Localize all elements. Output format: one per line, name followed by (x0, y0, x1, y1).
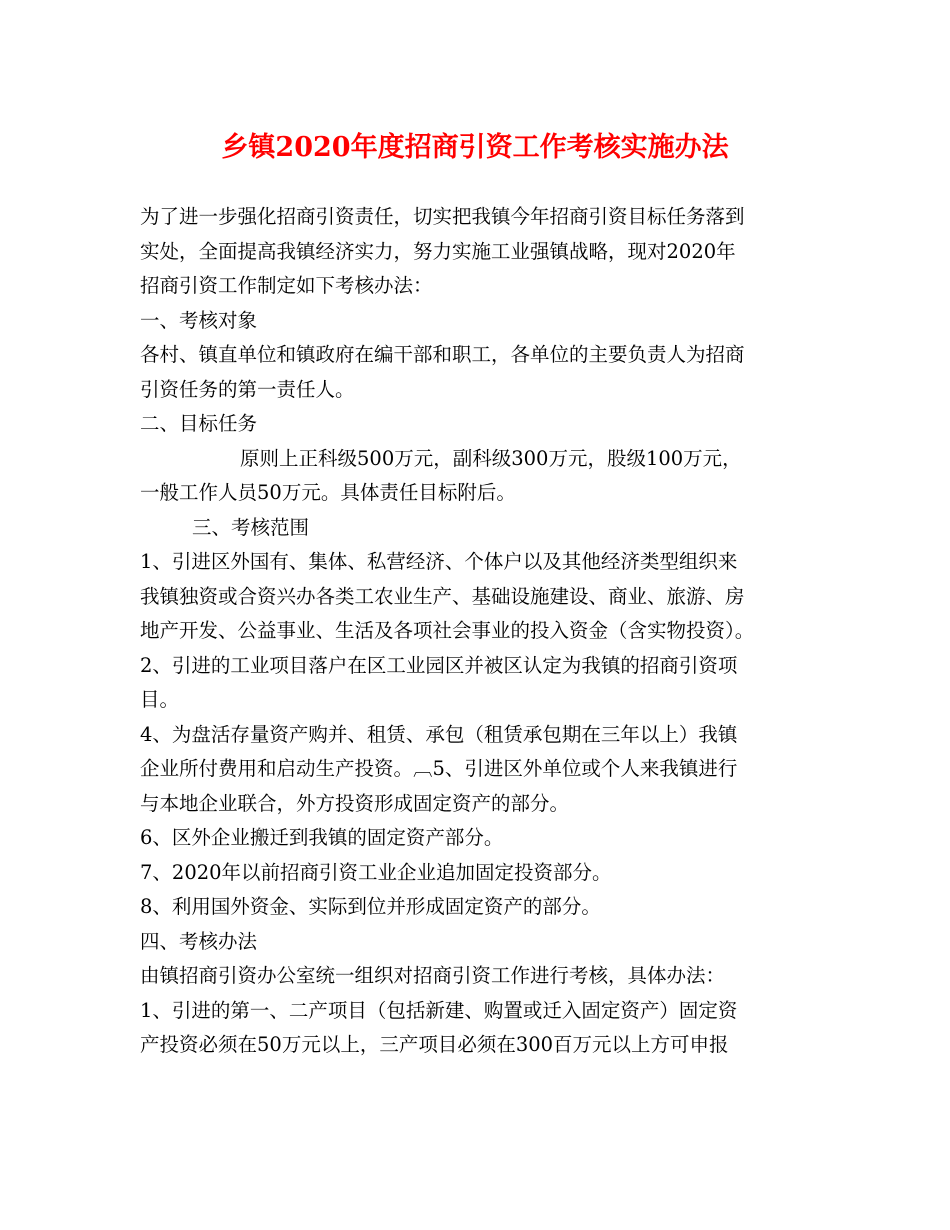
body-line-2: 实处，全面提高我镇经济实力，努力实施工业强镇战略，现对2020年 (140, 239, 736, 263)
body-line-9: 一般工作人员50万元。具体责任目标附后。 (140, 481, 516, 504)
body-line-20: 7、2020年以前招商引资工业企业追加固定投资部分。 (140, 860, 612, 884)
body-line-6: 引资任务的第一责任人。 (140, 377, 355, 401)
body-line-5: 各村、镇直单位和镇政府在编干部和职工，各单位的主要负责人为招商 (140, 343, 745, 366)
section-heading-1: 一、考核对象 (140, 308, 258, 332)
body-line-17: 企业所付费用和启动生产投资。︹5、引进区外单位或个人来我镇进行 (140, 757, 738, 780)
body-line-16: 4、为盘活存量资产购并、租赁、承包（租赁承包期在三年以上）我镇 (140, 722, 738, 746)
body-line-1: 为了进一步强化招商引资责任，切实把我镇今年招商引资目标任务落到 (140, 205, 745, 228)
section-heading-3: 三、考核范围 (192, 515, 310, 539)
body-line-24: 1、引进的第一、二产项目（包括新建、购置或迁入固定资产）固定资 (140, 998, 738, 1022)
body-line-3: 招商引资工作制定如下考核办法： (140, 274, 433, 297)
body-line-21: 8、利用国外资金、实际到位并形成固定资产的部分。 (140, 895, 601, 918)
body-line-11: 1、引进区外国有、集体、私营经济、个体户以及其他经济类型组织来 (140, 550, 738, 573)
document-body (140, 200, 830, 1063)
body-line-13: 地产开发、公益事业、生活及各项社会事业的投入资金（含实物投资）。 (140, 619, 755, 642)
body-line-25: 产投资必须在50万元以上，三产项目必须在300百万元以上方可申报 (140, 1033, 729, 1056)
body-line-18: 与本地企业联合，外方投资形成固定资产的部分。 (140, 791, 570, 815)
body-line-19: 6、区外企业搬迁到我镇的固定资产部分。 (140, 826, 504, 849)
body-line-8: 原则上正科级500万元，副科级300万元，股级100万元， (240, 446, 742, 470)
document-title: 乡镇2020年度招商引资工作考核实施办法 (221, 132, 729, 163)
section-heading-2: 二、目标任务 (140, 412, 258, 435)
body-line-14: 2、引进的工业项目落户在区工业园区并被区认定为我镇的招商引资项 (140, 653, 738, 677)
body-line-15: 目。 (140, 688, 180, 711)
section-heading-4: 四、考核办法 (140, 929, 258, 953)
body-line-23: 由镇招商引资办公室统一组织对招商引资工作进行考核，具体办法： (140, 964, 726, 987)
body-line-12: 我镇独资或合资兴办各类工农业生产、基础设施建设、商业、旅游、房 (140, 584, 745, 608)
